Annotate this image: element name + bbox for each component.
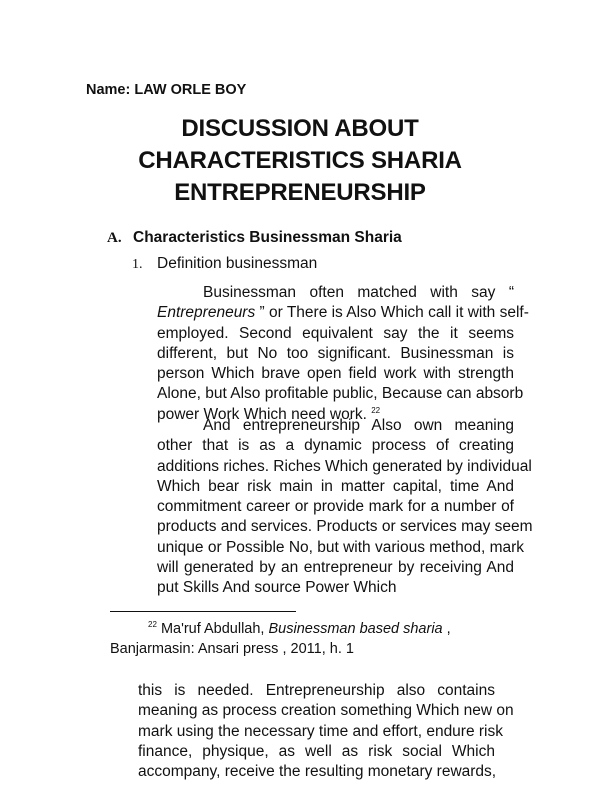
footnote [110, 619, 490, 659]
subsection-marker: 1. [132, 257, 143, 272]
paragraph-line: additions riches. Riches Which generated by individual [157, 457, 532, 475]
subsection-heading-text: Definition businessman [157, 255, 318, 272]
paragraph-line: person Which brave open field work with strength [157, 365, 514, 383]
paragraph-line: meaning as process creation something Which new on [138, 702, 514, 720]
author-name: Name: LAW ORLE BOY [86, 82, 247, 98]
paragraph-line: Which bear risk main in matter capital, time And [157, 477, 514, 495]
paragraph-2 [157, 416, 533, 599]
footnote-author: Ma'ruf Abdullah, [160, 621, 265, 637]
page-title [60, 113, 540, 209]
emphasis-text: Entrepreneurs [157, 304, 256, 322]
footnote-book-title: Businessman based sharia [268, 621, 443, 637]
continuation-paragraph [138, 681, 514, 782]
footnote-divider [110, 611, 296, 612]
paragraph-line: products and services. Products or services may seem [157, 518, 533, 536]
paragraph-line: Businessman often matched with say “ [203, 284, 514, 301]
paragraph-line: employed. Second equivalent say the it seems [157, 324, 514, 342]
paragraph-line [157, 303, 529, 323]
footnote-punctuation: , [442, 621, 451, 637]
paragraph-line: unique or Possible No, but with various method, mark [157, 538, 525, 556]
paragraph-line: And entrepreneurship Also own meaning [203, 417, 514, 434]
paragraph-line: put Skills And source Power Which [157, 579, 397, 597]
title-line-3: ENTREPRENEURSHIP [174, 179, 426, 206]
paragraph-line: this is needed. Entrepreneurship also contains [138, 682, 495, 699]
paragraph-line-rest: ” or There is Also Which call it with self- [255, 304, 529, 322]
paragraph-line: mark using the necessary time and effort, endure risk [138, 722, 503, 740]
paragraph-line: other that is as a dynamic process of creating [157, 437, 514, 455]
paragraph-line: Alone, but Also profitable public, Because can absorb [157, 385, 524, 403]
paragraph-line-text: power Work Which need work. [157, 405, 367, 423]
footnote-reference[interactable]: 22 [371, 405, 381, 415]
section-heading-text: Characteristics Businessman Sharia [133, 229, 402, 246]
paragraph-1 [157, 283, 529, 425]
section-marker: A. [107, 230, 122, 246]
paragraph-line: accompany, receive the resulting monetary rewards, [138, 763, 497, 781]
footnote-line-2: Banjarmasin: Ansari press , 2011, h. 1 [110, 641, 354, 657]
title-line-1: DISCUSSION ABOUT [181, 115, 419, 142]
paragraph-line: finance, physique, as well as risk social Which [138, 742, 495, 760]
footnote-line-1 [110, 619, 490, 639]
paragraph-line: will generated by an entrepreneur by receiving And [157, 559, 514, 577]
title-line-2: CHARACTERISTICS SHARIA [138, 147, 462, 174]
footnote-number: 22 [148, 620, 157, 630]
section-heading [107, 229, 402, 247]
paragraph-line: different, but No too significant. Businessman is [157, 344, 514, 362]
subsection-heading [132, 255, 317, 273]
paragraph-line: commitment career or provide mark for a number of [157, 498, 514, 516]
